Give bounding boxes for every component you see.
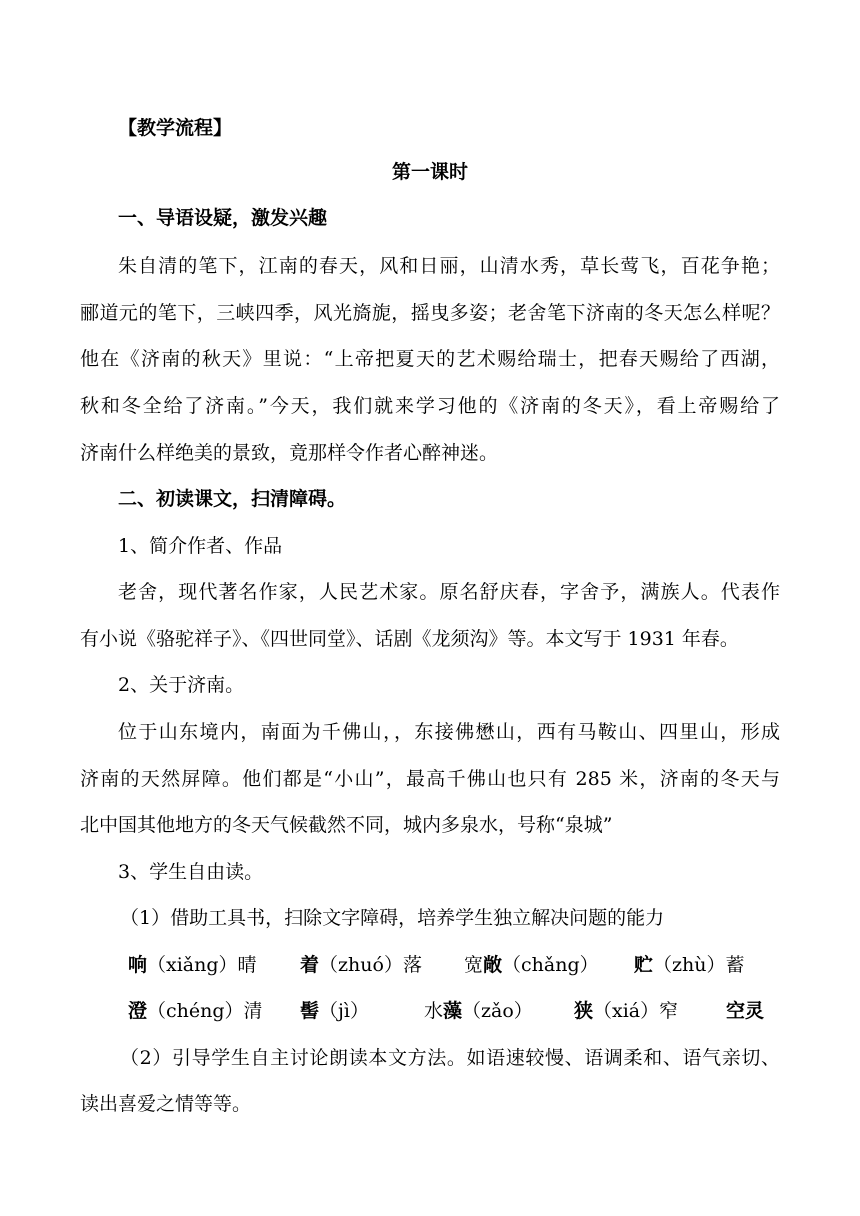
vocab-item: 空灵 [726, 1000, 765, 1022]
paragraph-line: 济南的天然屏障。他们都是“小山”，最高千佛山也只有 285 米，济南的冬天与 [80, 768, 780, 790]
vocab-item: 狭（xiá）窄 [574, 1000, 679, 1022]
paragraph-line: 北中国其他地方的冬天气候截然不同，城内多泉水，号称“泉城” [80, 814, 613, 836]
step-line: 读出喜爱之情等等。 [80, 1093, 252, 1115]
sub-heading: 1、简介作者、作品 [118, 535, 283, 557]
paragraph-line: 济南什么样绝美的景致，竟那样令作者心醉神迷。 [80, 442, 499, 464]
lesson-title: 第一课时 [391, 161, 468, 183]
paragraph-line: 他在《济南的秋天》里说：“上帝把夏天的艺术赐给瑞士，把春天赐给了西湖， [80, 348, 780, 370]
part1-heading: 一、导语设疑，激发兴趣 [118, 207, 328, 229]
step-line: （1）借助工具书，扫除文字障碍，培养学生独立解决问题的能力 [120, 907, 665, 929]
vocab-item: 着（zhuó）落 [300, 954, 422, 976]
section-title: 【教学流程】 [118, 117, 233, 139]
vocab-item: 水藻（zǎo） [424, 1000, 533, 1022]
sub-heading: 3、学生自由读。 [118, 861, 264, 883]
paragraph-line: 朱自清的笔下，江南的春天，风和日丽，山清水秀，草长莺飞，百花争艳； [118, 255, 780, 277]
paragraph-line: 秋和冬全给了济南。”今天，我们就来学习他的《济南的冬天》，看上帝赐给了 [80, 395, 780, 417]
paragraph-line: 老舍，现代著名作家，人民艺术家。原名舒庆春，字舍予，满族人。代表作 [118, 581, 780, 603]
part2-heading: 二、初读课文，扫清障碍。 [118, 488, 347, 510]
sub-heading: 2、关于济南。 [118, 674, 245, 696]
vocab-item: 澄（chéng）清 [128, 1000, 263, 1022]
vocab-item: 贮（zhù）蓄 [634, 954, 745, 976]
paragraph-line: 有小说《骆驼祥子》、《四世同堂》、话剧《龙须沟》等。本文写于 1931 年春。 [80, 628, 739, 650]
vocab-item: 宽敞（chǎng） [464, 954, 599, 976]
vocab-item: 髻（jì） [300, 1000, 369, 1022]
step-line: （2）引导学生自主讨论朗读本文方法。如语速较慢、语调柔和、语气亲切、 [120, 1047, 780, 1069]
paragraph-line: 郦道元的笔下，三峡四季，风光旖旎，摇曳多姿；老舍笔下济南的冬天怎么样呢？ [80, 302, 780, 324]
paragraph-line: 位于山东境内，南面为千佛山，，东接佛懋山，西有马鞍山、四里山，形成 [118, 721, 780, 743]
vocab-item: 响（xiǎng）晴 [128, 954, 257, 976]
